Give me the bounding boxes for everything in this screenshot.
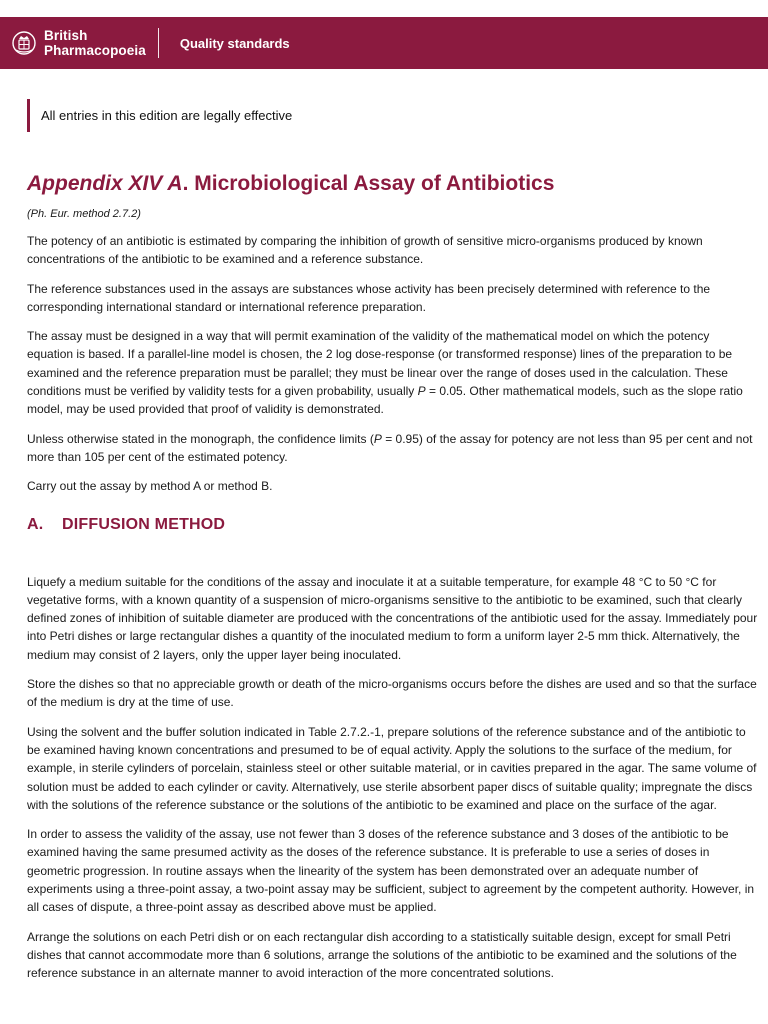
paragraph-text: = 0.05. Other mathematical models, such as the slope ratio model, may be used provided that proof of validity is demonstrated. <box>27 384 743 417</box>
brand-line-2: Pharmacopoeia <box>44 43 146 58</box>
paragraph-text: = 0.95) of the assay for potency are not less than 95 per cent and not more than 105 per cent of the estimated potency. <box>27 431 753 464</box>
paragraph: Store the dishes so that no appreciable growth or death of the micro-organisms occurs before the dishes are used and so that the surface of the medium is dry at the time of use. <box>27 677 757 710</box>
section-title: DIFFUSION METHOD <box>62 515 226 533</box>
british-pharmacopoeia-logo[interactable] <box>11 28 146 58</box>
paragraph: Using the solvent and the buffer solution indicated in Table 2.7.2.-1, prepare solutions of the reference substance and of the antibiotic to be examined having known concentrations and presumed to be of equal activity. Apply the solutions to the surface of the medium, for example, in sterile cylinders of porcelain, stainless steel or other suitable material, or in cavities prepared in the agar. The same volume of solution must be added to each cylinder or cavity. Alternatively, use sterile absorbent paper discs of suitable quality; impregnate the discs with the solutions of the reference substance or the solutions of the antibiotic to be examined and place on the surface of the agar. <box>27 724 757 812</box>
page-title <box>27 170 758 198</box>
title-appendix: Appendix XIV A <box>27 172 183 195</box>
site-header <box>0 17 768 69</box>
probability-symbol: P <box>417 384 426 399</box>
paragraph: In order to assess the validity of the assay, use not fewer than 3 doses of the reference substance and 3 doses of the antibiotic to be examined having the same presumed activity as the doses of the reference substance. It is preferable to use a series of doses in geometric progression. In routine assays when the linearity of the system has been demonstrated over an adequate number of experiments using a three-point assay, a two-point assay may be sufficient, subject to agreement by the competent authority. However, in all cases of dispute, a three-point assay as described above must be applied. <box>27 827 755 915</box>
paragraph: Carry out the assay by method A or method B. <box>27 479 273 494</box>
paragraph <box>27 430 758 467</box>
paragraph: The reference substances used in the assays are substances whose activity has been precisely determined with reference to the corresponding international standard or international reference preparation. <box>27 281 711 314</box>
paragraph-text: Unless otherwise stated in the monograph, the confidence limits ( <box>27 431 374 446</box>
paragraph-text: The assay must be designed in a way that will permit examination of the validity of the mathematical model on which the potency equation is based. If a parallel-line model is chosen, the 2 log dose-response (or transformed response) lines of the preparation to be examined and the reference preparation must be parallel; they must be linear over the range of doses used in the calculation. These conditions must be verified by validity tests for a given probability, usually <box>27 329 733 399</box>
paragraph <box>27 327 758 418</box>
royal-crest-icon <box>11 30 37 56</box>
section-number: A. <box>27 515 44 533</box>
article <box>27 170 758 983</box>
paragraph: Arrange the solutions on each Petri dish or on each rectangular dish according to a statistically suitable design, except for small Petri dishes that cannot accommodate more than 6 solutions, arrange the solutions of the antibiotic to be examined and the solutions of the reference substance in an alternate manner to avoid interaction of the more concentrated solutions. <box>27 929 737 981</box>
paragraph: Liquefy a medium suitable for the conditions of the assay and inoculate it at a suitable temperature, for example 48 °C to 50 °C for vegetative forms, with a known quantity of a suspension of micro-organisms sensitive to the antibiotic to be examined, such that clearly defined zones of inhibition of suitable diameter are produced with the concentrations of the antibiotic used for the assay. Immediately pour into Petri dishes or large rectangular dishes a quantity of the inoculated medium to form a uniform layer 2-5 mm thick. Alternatively, the medium may consist of 2 layers, only the upper layer being inoculated. <box>27 574 758 662</box>
paragraph: The potency of an antibiotic is estimated by comparing the inhibition of growth of sensitive micro-organisms produced by known concentrations of the antibiotic to be examined and a reference substance. <box>27 234 703 267</box>
brand-line-1: British <box>44 28 88 43</box>
header-divider <box>158 28 159 58</box>
title-text: . Microbiological Assay of Antibiotics <box>182 172 555 195</box>
quality-standards-link[interactable]: Quality standards <box>179 35 290 51</box>
method-reference: (Ph. Eur. method 2.7.2) <box>27 208 141 220</box>
section-heading-diffusion-method <box>27 514 758 536</box>
legal-notice: All entries in this edition are legally effective <box>27 99 292 132</box>
brand-name <box>44 28 146 58</box>
probability-symbol: P <box>373 431 382 446</box>
